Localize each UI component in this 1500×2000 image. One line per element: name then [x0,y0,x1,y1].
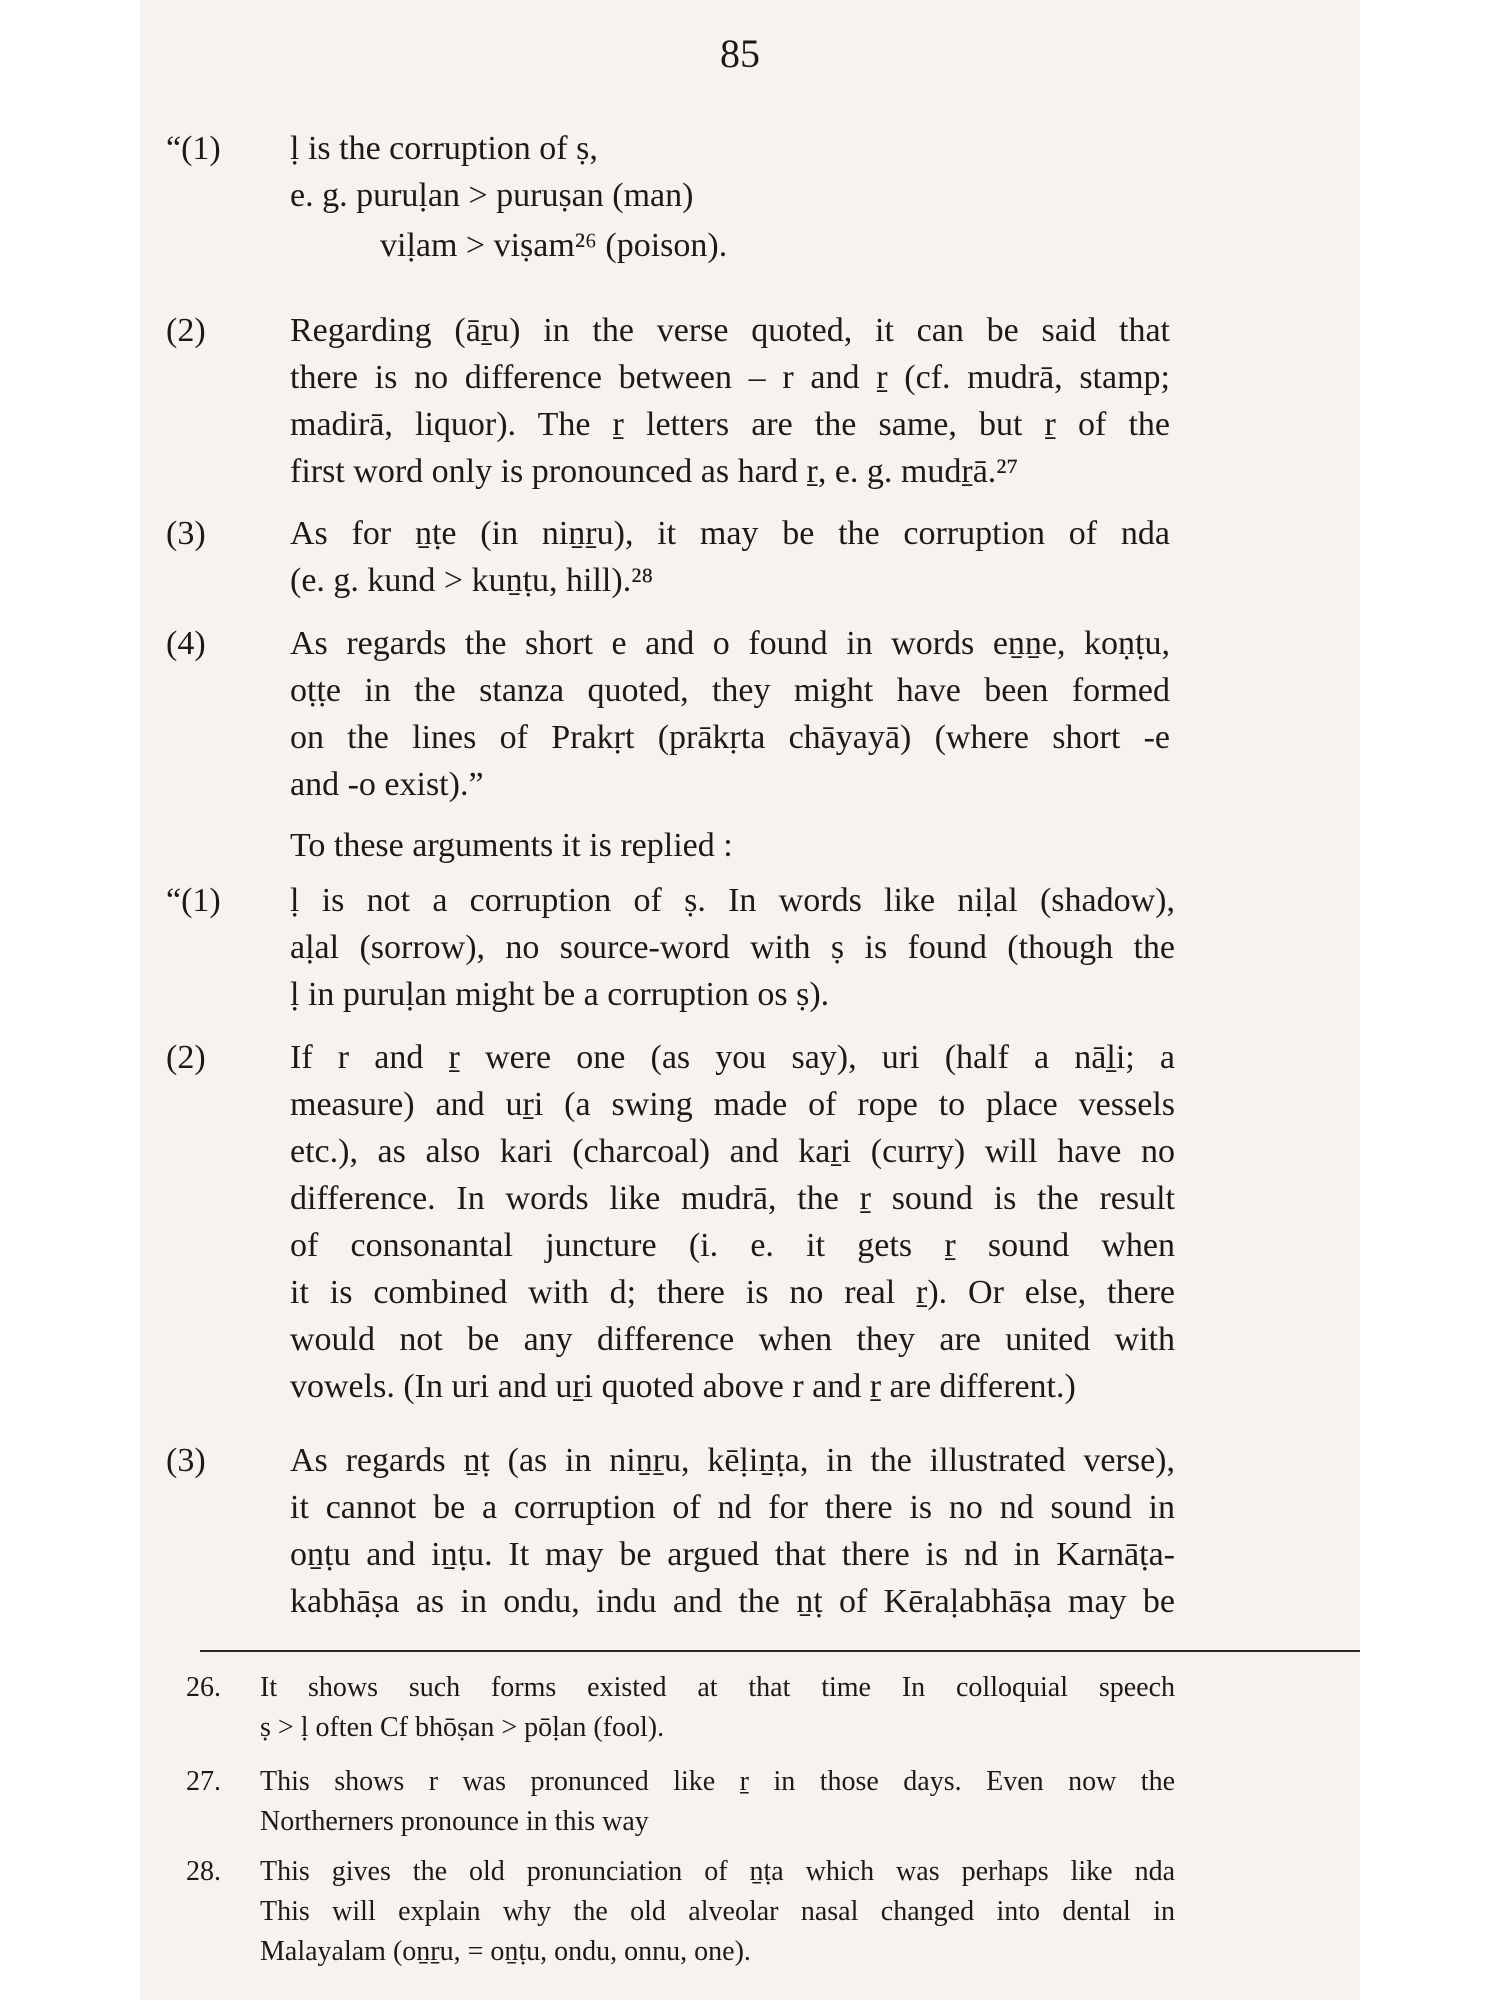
footnote-number: 26. [186,1672,221,1703]
text-line [140,822,1360,870]
text-line [140,714,1360,762]
line-text: aḷal (sorrow), no source-word with ṣ is found (though the [290,929,1175,966]
text-line [140,125,1360,173]
line-text: would not be any difference when they are united with [290,1321,1175,1358]
text-line [140,510,1360,558]
line-text: oṉṭu and iṉṭu. It may be argued that there is nd in Karnāṭa- [290,1536,1175,1573]
page-number: 85 [720,31,760,76]
line-text: oṭṭe in the stanza quoted, they might have been formed [290,672,1170,709]
text-line [140,1316,1360,1364]
footnote-divider [200,1650,1360,1652]
footnote-text: It shows such forms existed at that time In colloquial speech [260,1672,1175,1703]
text-line [140,1578,1360,1626]
line-text: on the lines of Prakṛt (prākṛta chāyayā) (where short -e [290,719,1170,756]
line-text: difference. In words like mudrā, the ṟ sound is the result [290,1180,1175,1217]
line-text: viḷam > viṣam²⁶ (poison). [380,227,728,264]
text-line [140,448,1360,496]
line-text: ḷ is not a corruption of ṣ. In words like niḷal (shadow), [290,882,1175,919]
item-label: “(1) [166,130,221,167]
text-line [140,877,1360,925]
footnote-number: 28. [186,1856,221,1887]
text-line [140,1081,1360,1129]
text-line [140,172,1360,220]
text-line [140,667,1360,715]
item-label: (2) [166,312,206,349]
item-label: (4) [166,625,206,662]
footnote-line [140,1762,1360,1802]
footnote-line [140,1708,1360,1748]
footnote-number: 27. [186,1766,221,1797]
item-label: (3) [166,1442,206,1479]
footnote-text: ṣ > ḷ often Cf bhōṣan > pōḷan (fool). [260,1712,665,1743]
text-line [140,354,1360,402]
footnote-line [140,1852,1360,1892]
item-label: “(1) [166,882,221,919]
line-text: e. g. puruḷan > puruṣan (man) [290,177,694,214]
text-line [140,924,1360,972]
footnote-line [140,1668,1360,1708]
line-text: first word only is pronounced as hard ṟ, e. g. mudṟā.²⁷ [290,453,1019,490]
footnote-line [140,1932,1360,1972]
line-text: and -o exist).” [290,766,484,803]
book-page [140,0,1360,2000]
text-line [140,761,1360,809]
line-text: vowels. (In uri and uṟi quoted above r and ṟ are different.) [290,1368,1076,1405]
text-line [140,1034,1360,1082]
line-text: If r and ṟ were one (as you say), uri (half a nāḻi; a [290,1039,1175,1076]
text-line [140,401,1360,449]
footnote-text: Northerners pronounce in this way [260,1806,649,1837]
text-line [140,557,1360,605]
text-line [140,1128,1360,1176]
text-line [140,1363,1360,1411]
text-line [140,971,1360,1019]
text-line [140,1222,1360,1270]
footnote-line [140,1802,1360,1842]
line-text: it cannot be a corruption of nd for there is no nd sound in [290,1489,1175,1526]
line-text: it is combined with d; there is no real ṟ). Or else, there [290,1274,1175,1311]
line-text: measure) and uṟi (a swing made of rope to place vessels [290,1086,1175,1123]
footnote-text: This gives the old pronunciation of ṉṭa which was perhaps like nda [260,1856,1175,1887]
footnote-text: Malayalam (oṉṟu, = oṉṭu, ondu, onnu, one). [260,1936,751,1967]
line-text: kabhāṣa as in ondu, indu and the ṉṭ of Kēraḷabhāṣa may be [290,1583,1175,1620]
text-line [140,222,1360,270]
line-text: To these arguments it is replied : [290,827,733,864]
line-text: Regarding (āṟu) in the verse quoted, it can be said that [290,312,1170,349]
line-text: there is no difference between – r and ṟ (cf. mudrā, stamp; [290,359,1170,396]
text-line [140,1437,1360,1485]
line-text: As regards ṉṭ (as in niṉṟu, kēḷiṉṭa, in the illustrated verse), [290,1442,1175,1479]
line-text: ḷ in puruḷan might be a corruption os ṣ). [290,976,830,1013]
line-text: (e. g. kund > kuṉṭu, hill).²⁸ [290,562,654,599]
item-label: (2) [166,1039,206,1076]
footnote-text: This will explain why the old alveolar nasal changed into dental in [260,1896,1175,1927]
line-text: of consonantal juncture (i. e. it gets ṟ sound when [290,1227,1175,1264]
line-text: ḷ is the corruption of ṣ, [290,130,598,167]
text-line [140,1484,1360,1532]
footnote-text: This shows r was pronunced like ṟ in those days. Even now the [260,1766,1175,1797]
text-line [140,620,1360,668]
text-line [140,307,1360,355]
line-text: madirā, liquor). The ṟ letters are the same, but ṟ of the [290,406,1170,443]
text-line [140,1531,1360,1579]
line-text: As for ṉṭe (in niṉṟu), it may be the corruption of nda [290,515,1170,552]
text-line [140,1269,1360,1317]
item-label: (3) [166,515,206,552]
line-text: As regards the short e and o found in words eṉṉe, koṇṭu, [290,625,1170,662]
line-text: etc.), as also kari (charcoal) and kaṟi (curry) will have no [290,1133,1175,1170]
footnote-line [140,1892,1360,1932]
text-line [140,1175,1360,1223]
